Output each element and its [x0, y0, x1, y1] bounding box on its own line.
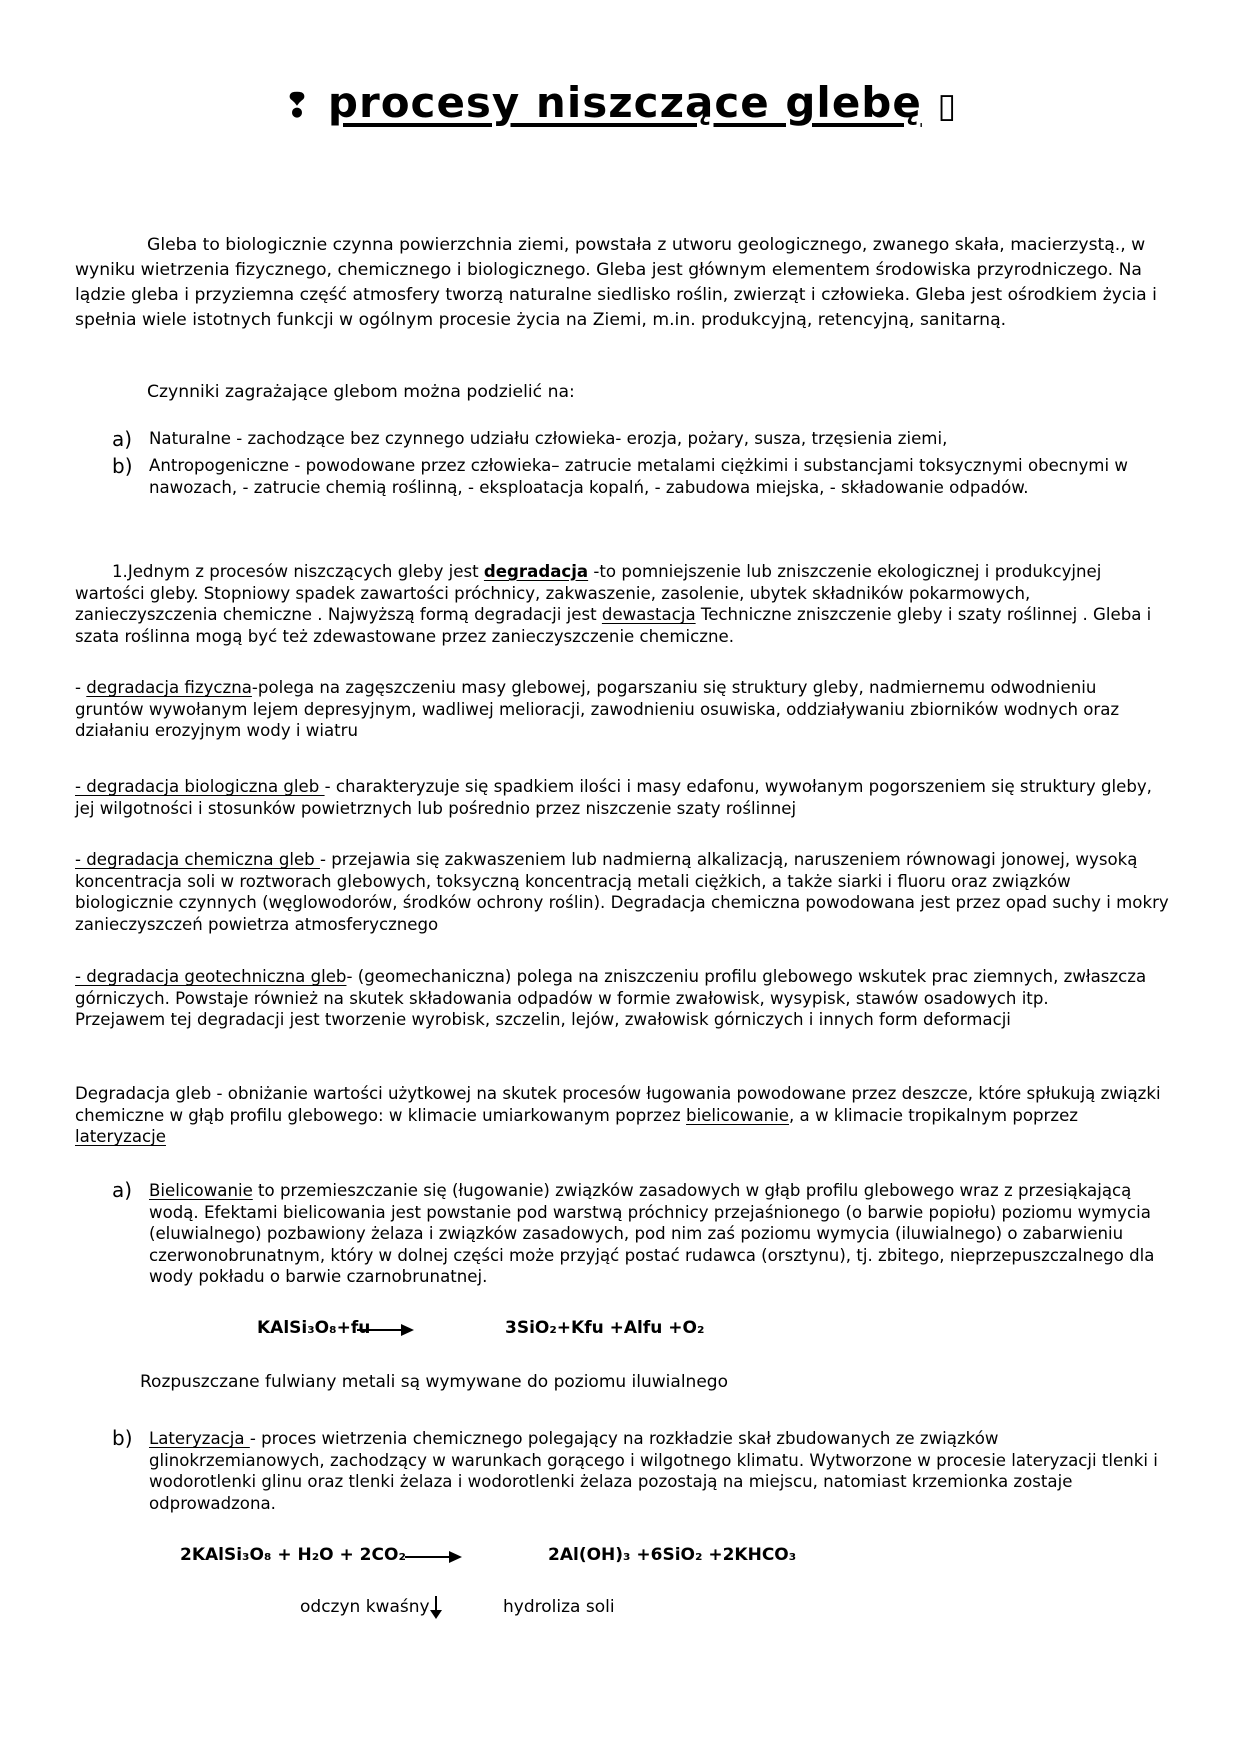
reaction2-label-right: hydroliza soli — [503, 1597, 615, 1617]
reaction2-label-left: odczyn kwaśny — [300, 1597, 430, 1617]
reaction-arrow-icon — [357, 1322, 415, 1338]
box-icon: ▯ — [937, 86, 958, 126]
text-span: - (geomechaniczna) polega na zniszczeniu profilu glebowego wskutek prac ziemnych, zwłaszcza górniczych. Powstaje również na skutek składowania odpadów w formie zwałowisk, wysypisk, stawów osadowych itp. — [75, 967, 1147, 1008]
term-lateryzacje: lateryzacje — [75, 1127, 166, 1146]
list-item-text — [149, 1428, 1162, 1514]
term-dewastacja: dewastacja — [601, 605, 696, 624]
term-degradacja-chemiczna: - degradacja chemiczna gleb — [75, 850, 320, 869]
list-item-text: Antropogeniczne - powodowane przez człowieka– zatrucie metalami ciężkimi i substancjami toksycznymi obecnymi w nawozach, - zatrucie chemią roślinną, - eksploatacja kopalń, - zabudowa miejska, - składowanie odpadów. — [149, 456, 1128, 497]
list-marker: b) — [112, 1426, 133, 1450]
term-degradacja-biologiczna: - degradacja biologiczna gleb — [75, 777, 325, 796]
reaction2-left: 2KAlSi₃O₈ + H₂O + 2CO₂ — [180, 1545, 406, 1565]
leaching-paragraph — [75, 1083, 1170, 1148]
title-text: procesy niszczące glebę — [327, 78, 922, 127]
down-arrow-icon — [426, 1594, 446, 1620]
list-item — [112, 455, 1162, 499]
term-degradacja-geotechniczna: - degradacja geotechniczna gleb — [75, 967, 347, 986]
term-degradacja: degradacja — [483, 562, 589, 581]
factors-heading: Czynniki zagrażające glebom można podzielić na: — [147, 382, 575, 402]
list-marker: b) — [112, 454, 133, 478]
text-span: - charakteryzuje się spadkiem ilości i masy edafonu, wywołanym pogorszeniem się struktury gleby, jej wilgotności i stosunków powietrznych lub pośrednio przez niszczenie szaty roślinnej — [75, 777, 1152, 818]
list-item — [112, 1428, 1162, 1514]
list-item — [112, 428, 1162, 450]
degradation-paragraph — [75, 561, 1170, 647]
text-span: Techniczne zniszczenie gleby i szaty roślinnej . Gleba i szata roślinna mogą być też zdewastowane przez zanieczyszczenie chemiczne. — [75, 605, 1152, 646]
text-span: - — [75, 678, 87, 697]
reaction1-note: Rozpuszczane fulwiany metali są wymywane do poziomu iluwialnego — [140, 1372, 728, 1392]
list-marker: a) — [112, 1178, 133, 1202]
text-span: - przejawia się zakwaszeniem lub nadmierną alkalizacją, naruszeniem równowagi jonowej, wysoką koncentracja soli w roztworach glebowych, toksyczną koncentracją metali ciężkich, a także siarki i fluoru oraz związków biologicznie czynnych (węglowodorów, środków ochrony roślin). Degradacja chemiczna powodowana jest przez opad suchy i mokry zanieczyszczeń powietrza atmosferycznego — [75, 850, 1169, 934]
geotechnical-degradation-paragraph — [75, 966, 1170, 1031]
text-span: Przejawem tej degradacji jest tworzenie wyrobisk, szczelin, lejów, zwałowisk górniczych i innych form deformacji — [75, 1010, 1011, 1029]
text-span: -to pomniejszenie lub zniszczenie ekologicznej i produkcyjnej wartości gleby. Stopniowy spadek zawartości próchnicy, zakwaszenie, zasolenie, ubytek składników pokarmowych, zanieczyszczenia chemiczne . Najwyższą formą degradacji jest — [75, 562, 1102, 624]
text-span: - proces wietrzenia chemicznego polegający na rozkładzie skał zbudowanych ze związków glinokrzemianowych, zachodzący w warunkach gorącego i wilgotnego klimatu. Wytworzone w procesie lateryzacji tlenki i wodorotlenki glinu oraz tlenki żelaza i wodorotlenki żelaza pozostają na miejscu, natomiast krzemionka zostaje odprowadzona. — [149, 1429, 1158, 1513]
intro-paragraph: Gleba to biologicznie czynna powierzchnia ziemi, powstała z utworu geologicznego, zwanego skała, macierzystą., w wyniku wietrzenia fizycznego, chemicznego i biologicznego. Gleba jest głównym elementem środowiska przyrodniczego. Na lądzie gleba i przyziemna część atmosfery tworzą naturalne siedlisko roślin, zwierząt i człowieka. Gleba jest ośrodkiem życia i spełnia wiele istotnych funkcji w ogólnym procesie życia na Ziemi, m.in. produkcyjną, retencyjną, sanitarną. — [75, 235, 1157, 330]
list-marker: a) — [112, 427, 133, 451]
text-span: to przemieszczanie się (ługowanie) związków zasadowych w głąb profilu glebowego wraz z przesiąkającą wodą. Efektami bielicowania jest powstanie pod warstwą próchnicy przejaśnionego (o barwie popiołu) poziomu wymycia (eluwialnego) pozbawiony żelaza i związków zasadowych, pod nim zaś poziomu wymycia (iluwialnego) o zabarwieniu czerwonobrunatnym, który w dolnej części może przyjąć postać rudawca (orsztynu), tj. zbitego, nieprzepuszczalnego dla wody pokładu o barwie czarnobrunatnej. — [149, 1181, 1155, 1286]
list-item-text: Naturalne - zachodzące bez czynnego udziału człowieka- erozja, pożary, susza, trzęsienia ziemi, — [149, 429, 948, 448]
term-degradacja-fizyczna: degradacja fizyczna — [86, 678, 252, 697]
physical-degradation-paragraph — [75, 677, 1170, 742]
text-span: Degradacja gleb - obniżanie wartości użytkowej na skutek procesów ługowania powodowane przez deszcze, które spłukują związki chemiczne w głąb profilu glebowego: w klimacie umiarkowanym poprzez — [75, 1084, 1161, 1125]
exclamation-icon: ❢ — [282, 86, 313, 126]
reaction-arrow-icon — [405, 1549, 463, 1565]
reaction1-right: 3SiO₂+Kfu +Alfu +O₂ — [505, 1318, 705, 1338]
reaction1-left: KAlSi₃O₈+fu — [257, 1318, 371, 1338]
term-bielicowanie: bielicowanie — [686, 1105, 789, 1125]
list-item-text — [149, 1180, 1162, 1288]
term-lateryzacja-heading: Lateryzacja — [149, 1429, 250, 1448]
reaction2-right: 2Al(OH)₃ +6SiO₂ +2KHCO₃ — [548, 1545, 797, 1565]
list-item — [112, 1180, 1162, 1288]
biological-degradation-paragraph — [75, 776, 1170, 819]
text-span: , a w klimacie tropikalnym poprzez — [788, 1105, 1079, 1125]
page-title — [0, 78, 1240, 127]
text-span: 1.Jednym z procesów niszczących gleby jest — [112, 562, 484, 581]
chemical-degradation-paragraph — [75, 849, 1170, 935]
text-span: -polega na zagęszczeniu masy glebowej, pogarszaniu się struktury gleby, nadmiernemu odwodnieniu gruntów wywołanym lejem depresyjnym, wadliwej melioracji, zawodnieniu osuwiska, oddziaływaniu zbiorników wodnych oraz działaniu erozyjnym wody i wiatru — [75, 678, 1120, 740]
term-bielicowanie-heading: Bielicowanie — [149, 1181, 253, 1200]
